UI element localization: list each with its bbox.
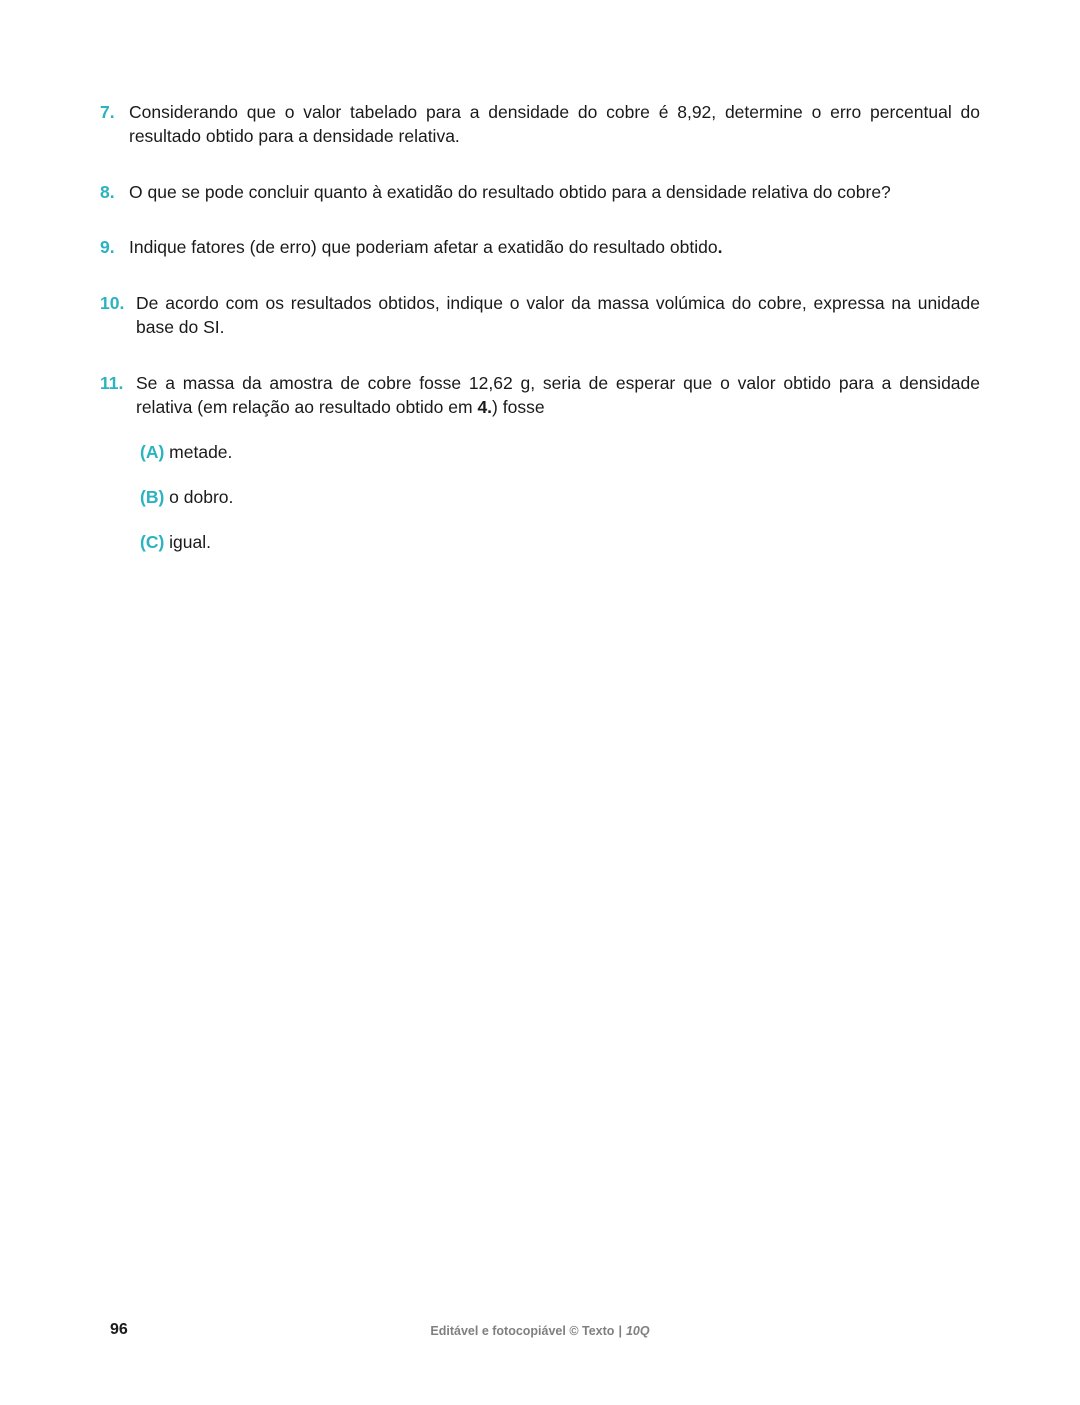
question-text-main: Indique fatores (de erro) que poderiam afetar a exatidão do resultado obtido	[129, 237, 718, 257]
question-number: 8.	[100, 182, 115, 202]
question-text: De acordo com os resultados obtidos, indique o valor da massa volúmica do cobre, expressa na unidade base do SI.	[136, 293, 980, 337]
footer-credit-text: Editável e fotocopiável © Texto	[430, 1324, 615, 1338]
option-letter: (A)	[140, 442, 165, 462]
question-number: 10.	[100, 293, 125, 313]
question-text	[100, 371, 980, 419]
question-text-before: Se a massa da amostra de cobre fosse 12,62 g, seria de esperar que o valor obtido para a densidade relativa (em relação ao resultado obtido em	[136, 373, 980, 417]
page-number: 96	[110, 1321, 128, 1338]
question-number: 7.	[100, 102, 115, 122]
question-text-ref: 4.	[477, 397, 493, 417]
option-letter: (C)	[140, 532, 165, 552]
option-c	[140, 530, 211, 554]
option-a	[140, 440, 232, 464]
question-11	[100, 371, 980, 419]
question-8	[100, 180, 980, 204]
option-text: o dobro.	[169, 487, 234, 507]
question-7	[100, 100, 980, 148]
question-number: 9.	[100, 237, 115, 257]
option-text: metade.	[169, 442, 233, 462]
footer-separator: |	[618, 1324, 622, 1338]
question-number: 11.	[100, 373, 124, 393]
option-letter: (B)	[140, 487, 165, 507]
question-text: Considerando que o valor tabelado para a densidade do cobre é 8,92, determine o erro percentual do resultado obtido para a densidade relativa.	[129, 102, 980, 146]
question-text-after: ) fosse	[492, 397, 545, 417]
question-10	[100, 291, 980, 339]
option-b	[140, 485, 233, 509]
question-text	[100, 235, 980, 259]
footer-credit	[0, 1324, 1080, 1338]
question-9	[100, 235, 980, 259]
question-text: O que se pode concluir quanto à exatidão do resultado obtido para a densidade relativa do cobre?	[129, 182, 891, 202]
option-text: igual.	[169, 532, 212, 552]
question-text-end: .	[717, 237, 723, 257]
footer-code: 10Q	[625, 1324, 650, 1338]
